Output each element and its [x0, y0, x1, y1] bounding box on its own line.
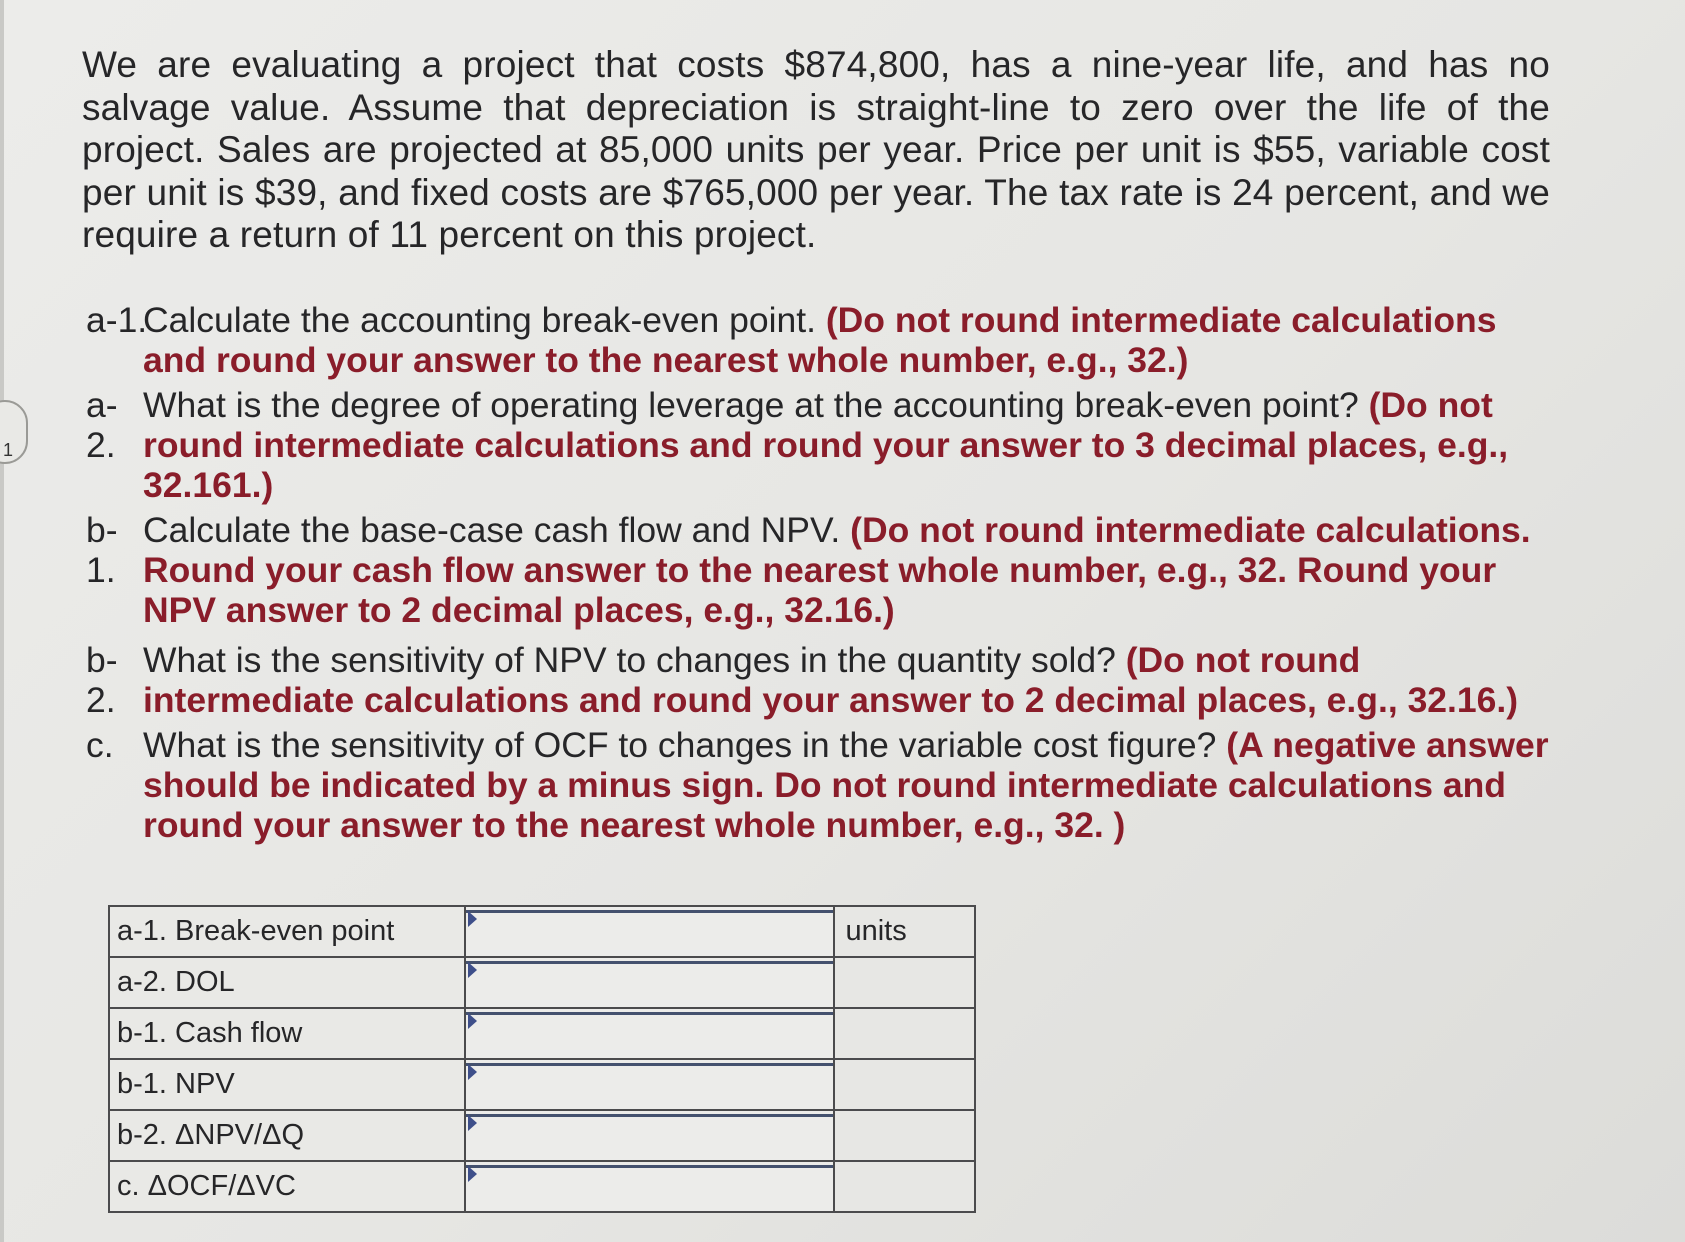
answer-table [108, 905, 976, 1213]
unit-label [834, 1059, 975, 1110]
question-label: c. [86, 725, 114, 765]
row-label: c. ΔOCF/ΔVC [109, 1161, 465, 1212]
break-even-input[interactable] [466, 910, 833, 954]
question-c [86, 725, 1563, 845]
question-label: a-2. [86, 385, 118, 465]
question-a1 [86, 300, 1563, 380]
question-text: What is the degree of operating leverage at the accounting break-even point? [143, 385, 1369, 425]
question-label: b-2. [86, 640, 118, 720]
question-a2 [86, 385, 1563, 505]
unit-label [834, 1008, 975, 1059]
table-row [109, 906, 975, 957]
page-edge [0, 0, 4, 1242]
npv-sensitivity-input[interactable] [466, 1114, 833, 1158]
question-hint: (Do not round intermediate calculations and round your answer to 2 decimal places, e.g., 32.16.) [143, 640, 1519, 720]
unit-label [834, 1110, 975, 1161]
question-hint: (Do not round intermediate calculations and round your answer to the nearest whole number, e.g., 32.) [143, 300, 1497, 380]
dol-input[interactable] [466, 961, 833, 1005]
unit-label: units [834, 906, 975, 957]
row-label: a-2. DOL [109, 957, 465, 1008]
row-label: b-1. NPV [109, 1059, 465, 1110]
question-hint: (A negative answer should be indicated by a minus sign. Do not round intermediate calculations and round your answer to the nearest whole number, e.g., 32. ) [143, 725, 1549, 845]
question-text: Calculate the accounting break-even point. [143, 300, 826, 340]
question-text: What is the sensitivity of OCF to changes in the variable cost figure? [143, 725, 1227, 765]
question-b1 [86, 510, 1563, 630]
unit-label [834, 957, 975, 1008]
cash-flow-input[interactable] [466, 1012, 833, 1056]
question-label: b-1. [86, 510, 118, 590]
npv-input[interactable] [466, 1063, 833, 1107]
question-b2 [86, 640, 1563, 720]
table-row [109, 1008, 975, 1059]
question-label: a-1. [86, 300, 148, 340]
table-row [109, 1161, 975, 1212]
unit-label [834, 1161, 975, 1212]
table-row [109, 957, 975, 1008]
row-label: b-2. ΔNPV/ΔQ [109, 1110, 465, 1161]
question-hint: (Do not round intermediate calculations. Round your cash flow answer to the nearest whole number, e.g., 32. Round your NPV answer to 2 decimal places, e.g., 32.16.) [143, 510, 1531, 630]
table-row [109, 1110, 975, 1161]
ocf-sensitivity-input[interactable] [466, 1165, 833, 1209]
problem-statement: We are evaluating a project that costs $874,800, has a nine-year life, and has no salvage value. Assume that depreciation is straight-line to zero over the life of the project. Sales are projected at 85,000 units per year. Price per unit is $55, variable cost per unit is $39, and fixed costs are $765,000 per year. The tax rate is 24 percent, and we require a return of 11 percent on this project. [82, 44, 1550, 255]
side-tab-label: 1 [3, 440, 14, 460]
question-hint: (Do not round intermediate calculations and round your answer to 3 decimal places, e.g., 32.161.) [143, 385, 1509, 505]
question-text: What is the sensitivity of NPV to changes in the quantity sold? [143, 640, 1126, 680]
question-text: Calculate the base-case cash flow and NPV. [143, 510, 851, 550]
row-label: b-1. Cash flow [109, 1008, 465, 1059]
table-row [109, 1059, 975, 1110]
row-label: a-1. Break-even point [109, 906, 465, 957]
